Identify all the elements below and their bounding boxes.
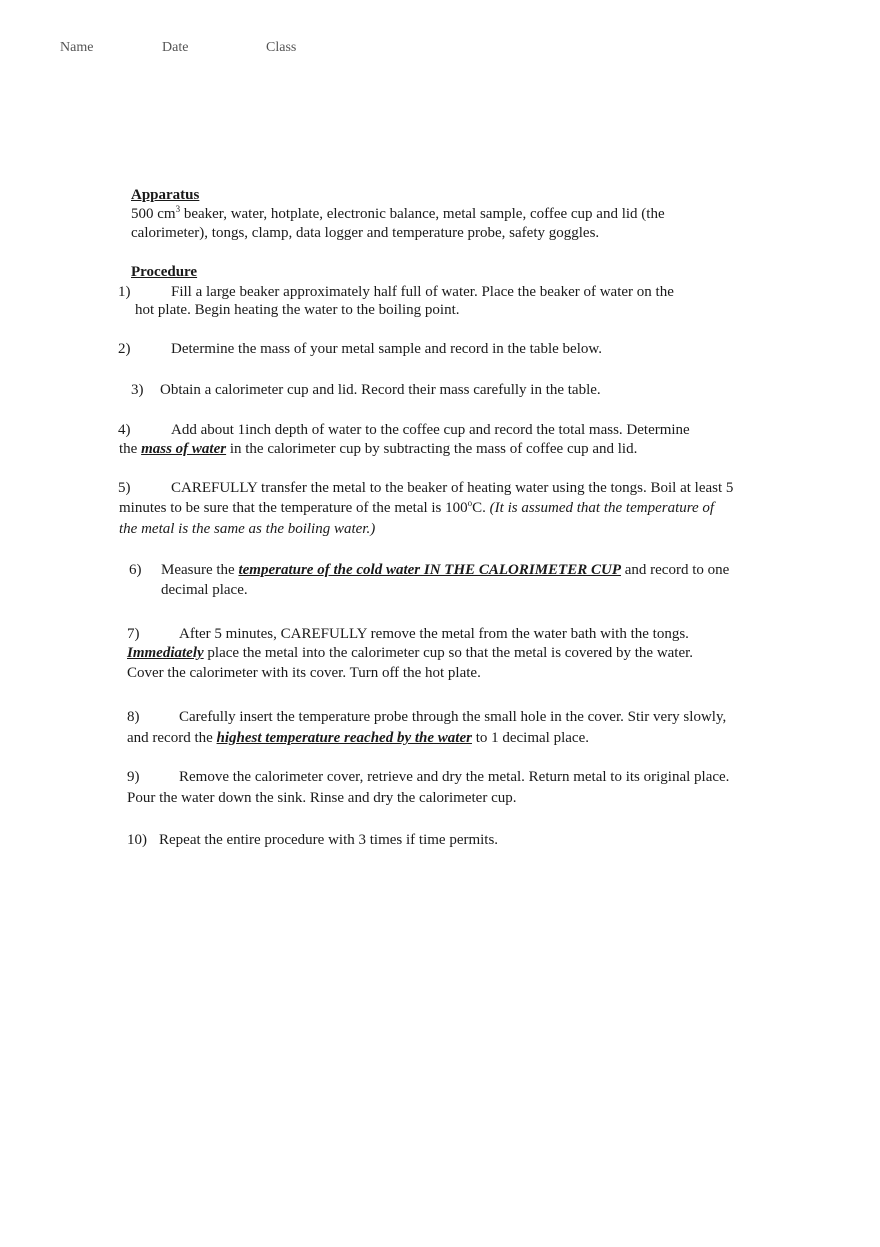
step-3-number: 3) (131, 382, 144, 398)
step-10-number: 10) (127, 832, 147, 848)
step-9-number: 9) (127, 769, 140, 785)
step-10-line-1: Repeat the entire procedure with 3 times if time permits. (159, 832, 499, 848)
apparatus-line-2: calorimeter), tongs, clamp, data logger and temperature probe, safety goggles. (131, 225, 600, 241)
step-5-line-1: CAREFULLY transfer the metal to the beaker of heating water using the tongs. Boil at least 5 (171, 480, 734, 496)
step-6-line-2: decimal place. (161, 582, 248, 598)
step-7-line-1: After 5 minutes, CAREFULLY remove the metal from the water bath with the tongs. (179, 626, 689, 642)
step-2-number: 2) (118, 341, 131, 357)
name-label: Name (60, 40, 94, 55)
step-4-line-1: Add about 1inch depth of water to the coffee cup and record the total mass. Determine (171, 422, 690, 438)
step-4-line-2: the mass of water in the calorimeter cup by subtracting the mass of coffee cup and lid. (119, 441, 638, 457)
step-8-line-1: Carefully insert the temperature probe through the small hole in the cover. Stir very slowly, (179, 709, 727, 725)
apparatus-line-1: 500 $cm^3$ beaker, water, hotplate, electronic balance, metal sample, coffee cup and lid (the (131, 204, 665, 222)
step-4-number: 4) (118, 422, 131, 438)
step-5-line-2: minutes to be sure that the temperature of the metal is 100$^o$C. (It is assumed that the temperature of (119, 498, 715, 516)
step-1-line-1: Fill a large beaker approximately half full of water. Place the beaker of water on the (171, 284, 674, 300)
step-1-number: 1) (118, 284, 131, 300)
apparatus-heading: Apparatus (131, 187, 200, 203)
step-7-number: 7) (127, 626, 140, 642)
step-1-line-2: hot plate. Begin heating the water to the boiling point. (135, 302, 460, 318)
step-6-number: 6) (129, 562, 142, 578)
step-2-line-1: Determine the mass of your metal sample and record in the table below. (171, 341, 602, 357)
step-5-number: 5) (118, 480, 131, 496)
step-3-line-1: Obtain a calorimeter cup and lid. Record their mass carefully in the table. (160, 382, 601, 398)
step-6-line-1: Measure the temperature of the cold water IN THE CALORIMETER CUP and record to one (161, 562, 730, 578)
step-8-number: 8) (127, 709, 140, 725)
step-9-line-2: Pour the water down the sink. Rinse and dry the calorimeter cup. (127, 790, 517, 806)
step-8-line-2: and record the highest temperature reached by the water to 1 decimal place. (127, 730, 589, 746)
class-label: Class (266, 40, 297, 55)
step-9-line-1: Remove the calorimeter cover, retrieve and dry the metal. Return metal to its original place. (179, 769, 730, 785)
procedure-heading: Procedure (131, 264, 198, 280)
date-label: Date (162, 40, 189, 55)
step-7-line-2: Immediately place the metal into the calorimeter cup so that the metal is covered by the water. (127, 645, 694, 661)
step-5-line-3: the metal is the same as the boiling water.) (119, 521, 376, 537)
step-7-line-3: Cover the calorimeter with its cover. Turn off the hot plate. (127, 665, 481, 681)
